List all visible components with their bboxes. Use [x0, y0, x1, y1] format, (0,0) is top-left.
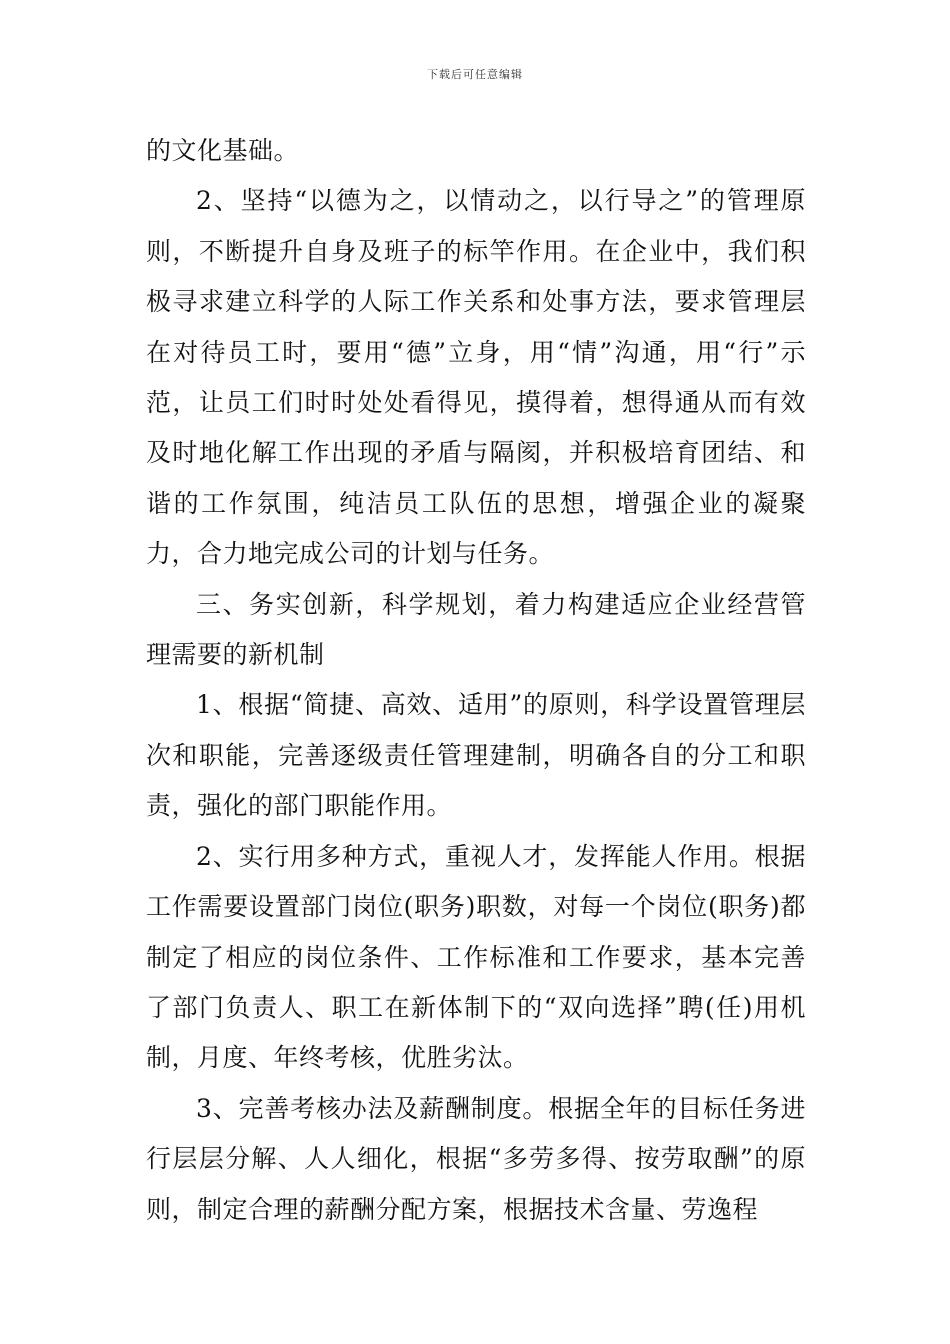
paragraph-item-1-structure: 1、根据“简捷、高效、适用”的原则，科学设置管理层次和职能，完善逐级责任管理建制，明确各自的分工和职责，强化的部门职能作用。: [146, 690, 806, 821]
page-header: 下载后可任意编辑: [427, 68, 523, 81]
document-body: [146, 126, 806, 1235]
paragraph-continuation: 的文化基础。: [146, 136, 300, 165]
paragraph-item-3-compensation: 3、完善考核办法及薪酬制度。根据全年的目标任务进行层层分解、人人细化，根据“多劳多得、按劳取酬”的原则，制定合理的薪酬分配方案，根据技术含量、劳逸程: [146, 1093, 806, 1224]
section-heading-3: 三、务实创新，科学规划，着力构建适应企业经营管理需要的新机制: [146, 589, 806, 670]
paragraph-item-2-management-principle: 2、坚持“以德为之，以情动之，以行导之”的管理原则，不断提升自身及班子的标竿作用。在企业中，我们积极寻求建立科学的人际工作关系和处事方法，要求管理层在对待员工时，要用“德”立身，用“情”沟通，用“行”示范，让员工们时时处处看得见，摸得着，想得通从而有效及时地化解工作出现的矛盾与隔阂，并积极培育团结、和谐的工作氛围，纯洁员工队伍的思想，增强企业的凝聚力，合力地完成公司的计划与任务。: [146, 186, 806, 569]
paragraph-item-2-talent: 2、实行用多种方式，重视人才，发挥能人作用。根据工作需要设置部门岗位(职务)职数，对每一个岗位(职务)都制定了相应的岗位条件、工作标准和工作要求，基本完善了部门负责人、职工在新体制下的“双向选择”聘(任)用机制，月度、年终考核，优胜劣汰。: [146, 841, 806, 1073]
